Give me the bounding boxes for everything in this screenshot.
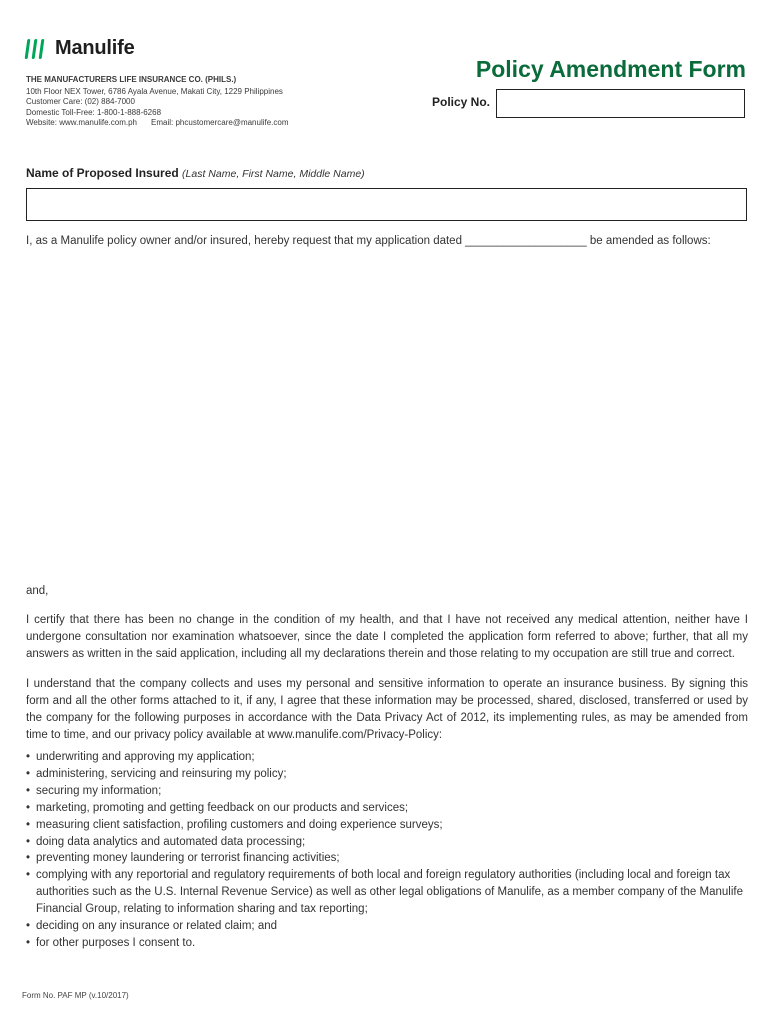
insured-label-row (26, 166, 365, 180)
list-item: • administering, servicing and reinsuring my policy; (26, 766, 748, 783)
purpose-list (26, 749, 748, 952)
manulife-m-icon (26, 39, 43, 59)
list-item: • doing data analytics and automated data processing; (26, 834, 748, 851)
amendment-details-area[interactable] (26, 256, 747, 574)
company-name: THE MANUFACTURERS LIFE INSURANCE CO. (PHILS.) (26, 75, 237, 84)
and-text: and, (26, 585, 49, 597)
list-item: • measuring client satisfaction, profiling customers and doing experience surveys; (26, 817, 748, 834)
company-info (26, 75, 289, 129)
form-number: Form No. PAF MP (v.10/2017) (22, 991, 129, 1000)
list-item: • preventing money laundering or terrorist financing activities; (26, 850, 748, 867)
insured-hint: (Last Name, First Name, Middle Name) (182, 168, 365, 180)
form-title: Policy Amendment Form (475, 56, 746, 82)
list-item: • complying with any reportorial and regulatory requirements of both local and foreign regulatory authorities (including local and foreign tax authorities such as the U.S. Internal Revenue Service) as well as other legal obligations of Manulife, as a member company of the Manulife Financial Group, relating to information sharing and tax reporting; (26, 867, 748, 918)
insured-name-field[interactable] (26, 188, 747, 221)
list-item: • marketing, promoting and getting feedback on our products and services; (26, 800, 748, 817)
request-text: I, as a Manulife policy owner and/or insured, hereby request that my application dated ___________________ be amended as follows: (26, 235, 711, 247)
privacy-consent: I understand that the company collects and uses my personal and sensitive information to operate an insurance business. By signing this form and all the other forms attached to it, if any, I agree that these information may be processed, shared, disclosed, transferred or used by the company for the following purposes in accordance with the Data Privacy Act of 2012, its implementing rules, as may be amended from time to time, and our privacy policy available at www.manulife.com/Privacy-Policy: (26, 678, 748, 741)
policy-no-field[interactable] (496, 89, 745, 118)
list-item: • securing my information; (26, 783, 748, 800)
policy-no-label: Policy No. (432, 95, 491, 109)
manulife-logo (26, 37, 135, 60)
logo-text: Manulife (55, 37, 135, 59)
web-email-line (26, 118, 289, 129)
website: Website: www.manulife.com.ph (26, 118, 138, 127)
insured-label: Name of Proposed Insured (26, 166, 179, 180)
toll-free: Domestic Toll-Free: 1-800-1-888-6268 (26, 107, 162, 117)
email: Email: phcustomercare@manulife.com (151, 118, 289, 127)
list-item: • underwriting and approving my application; (26, 749, 748, 766)
health-certification: I certify that there has been no change in the condition of my health, and that I have not received any medical attention, neither have I undergone consultation nor examination whatsoever, since the date I completed the application form referred to above; further, that all my answers as written in the said application, including all my declarations therein and those relating to my occupation are still true and correct. (26, 614, 748, 660)
list-item: • for other purposes I consent to. (26, 935, 748, 952)
list-item: • deciding on any insurance or related claim; and (26, 918, 748, 935)
customer-care: Customer Care: (02) 884-7000 (26, 97, 135, 106)
company-address: 10th Floor NEX Tower, 6786 Ayala Avenue, Makati City, 1229 Philippines (26, 86, 283, 96)
